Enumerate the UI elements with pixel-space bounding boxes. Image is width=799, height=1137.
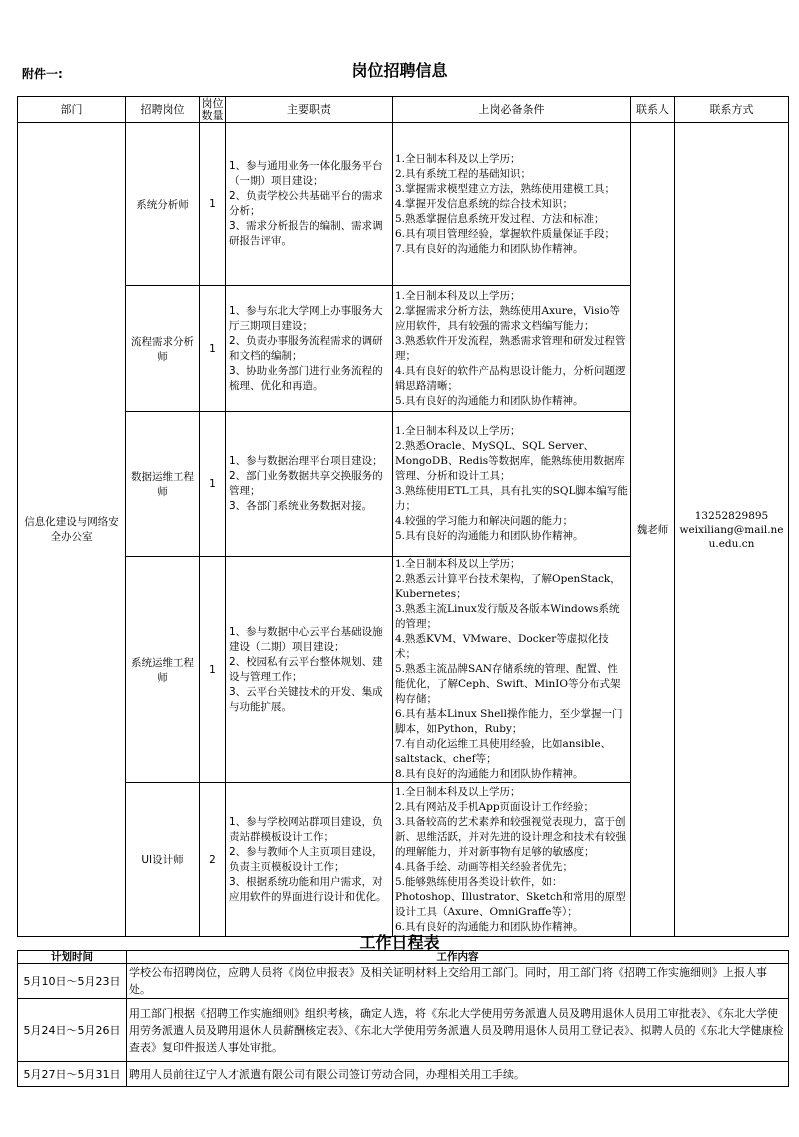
schedule-table [17,950,789,1087]
duty-item: 2、部门业务数据共享交换服务的管理； [229,470,383,497]
requirement-item: 1.全日制本科及以上学历； [395,289,521,302]
requirement-item: 1.全日制本科及以上学历； [395,152,521,165]
schedule-content-cell: 聘用人员前往辽宁人才派遣有限公司有限公司签订劳动合同，办理相关用工手续。 [127,1062,789,1087]
header-position: 招聘岗位 [126,97,200,123]
requirement-item: 4.熟悉KVM、VMware、Docker等虚拟化技术； [395,633,609,660]
duty-item: 2、负责学校公共基础平台的需求分析； [229,190,383,217]
schedule-content-cell: 学校公布招聘岗位，应聘人员将《岗位申报表》及相关证明材料上交给用工部门。同时，用工部门将《招聘工作实施细则》上报人事处。 [127,964,789,999]
duty-item: 3、协助业务部门进行业务流程的梳理、优化和再造。 [229,364,383,392]
requirement-item: 7.有自动化运维工具使用经验，比如ansible、saltstack、chef等； [395,738,612,765]
duty-item: 1、参与学校网站群项目建设，负责站群模板设计工作； [229,815,383,843]
requirement-item: 5.能够熟练使用各类设计软件，如：Photoshop、Illustrator、Sketch和常用的原型设计工具（Axure、OmniGraffe等）； [395,875,626,918]
requirement-item: 1.全日制本科及以上学历； [395,785,521,798]
requirements-cell [393,557,631,783]
requirement-item: 5.熟悉掌握信息系统开发过程、方法和标准； [395,212,605,225]
count-cell: 2 [200,783,226,937]
schedule-content-cell: 用工部门根据《招聘工作实施细则》组织考核，确定人选，将《东北大学使用劳务派遣人员及聘用退休人员用工审批表》、《东北大学使用劳务派遣人员及聘用退休人员薪酬核定表》、《东北大学使用劳务派遣人员及聘用退休人员用工登记表》、拟聘人员的《东北大学健康检查表》复印件报送人事处审批。 [127,999,789,1062]
schedule-title: 工作日程表 [359,933,440,952]
count-cell: 1 [200,557,226,783]
position-cell: UI设计师 [126,783,200,937]
schedule-row [18,999,789,1062]
requirements-cell [393,783,631,937]
requirement-item: 2.熟悉云计算平台技术架构，了解OpenStack，Kubernetes； [395,573,621,600]
contact-person-cell: 魏老师 [631,123,675,937]
requirement-item: 2.具有系统工程的基础知识； [395,167,532,180]
requirement-item: 3.熟练使用ETL工具，具有扎实的SQL脚本编写能力； [395,485,628,512]
requirement-item: 5.具有良好的沟通能力和团队协作精神。 [395,530,584,542]
duty-item: 1、参与数据中心云平台基础设施建设（二期）项目建设； [229,625,383,653]
requirements-cell [393,286,631,412]
requirements-cell [393,123,631,286]
count-cell: 1 [200,286,226,412]
requirement-item: 3.掌握需求模型建立方法，熟练使用建模工具； [395,182,616,195]
attachment-label: 附件一: [22,67,63,81]
jobs-table [17,96,789,937]
schedule-row [18,1062,789,1087]
schedule-time-cell: 5月24日～5月26日 [18,999,127,1062]
duty-item: 3、根据系统功能和用户需求，对应用软件的界面进行设计和优化。 [229,875,387,903]
duty-item: 1、参与东北大学网上办事服务大厅三期项目建设； [229,304,383,332]
duty-item: 2、参与教师个人主页项目建设，负责主页模板设计工作； [229,845,383,873]
header-dept: 部门 [18,97,126,123]
requirement-item: 6.具有项目管理经验，掌握软件质量保证手段； [395,227,616,240]
schedule-row [18,964,789,999]
requirement-item: 7.具有良好的沟通能力和团队协作精神。 [395,242,584,255]
header-contact-person: 联系人 [631,97,675,123]
requirement-item: 4.掌握开发信息系统的综合技术知识； [395,197,574,210]
requirement-item: 4.具备手绘、动画等相关经验者优先； [395,860,574,873]
requirement-item: 2.熟悉Oracle、MySQL、SQL Server、MongoDB、Redis等数据库，能熟练使用数据库管理、分析和设计工具； [395,440,625,482]
schedule-time-cell: 5月27日～5月31日 [18,1062,127,1087]
duty-item: 2、校园私有云平台整体规划、建设与管理工作； [229,655,383,683]
page-title: 岗位招聘信息 [351,61,448,80]
duties-cell [226,557,393,783]
position-cell: 系统运维工程师 [126,557,200,783]
job-row [18,123,789,286]
duty-item: 3、各部门系统业务数据对接。 [229,500,373,512]
requirement-item: 6.具有良好的沟通能力和团队协作精神。 [395,920,584,933]
requirement-item: 5.具有良好的沟通能力和团队协作精神。 [395,394,584,407]
position-cell: 流程需求分析师 [126,286,200,412]
duties-cell [226,286,393,412]
contact-method-cell [675,123,789,937]
header-contact-method: 联系方式 [675,97,789,123]
duty-item: 1、参与数据治理平台项目建设； [229,455,383,467]
duties-cell [226,412,393,557]
requirement-item: 6.具有基本Linux Shell操作能力，至少掌握一门脚本，如Python，Ruby； [395,708,623,735]
schedule-header-time: 计划时间 [18,951,127,964]
requirement-item: 1.全日制本科及以上学历； [395,425,521,437]
requirement-item: 3.熟悉主流Linux发行版及各版本Windows系统的管理； [395,603,620,630]
schedule-time-cell: 5月10日～5月23日 [18,964,127,999]
schedule-header-content: 工作内容 [127,951,789,964]
duty-item: 3、云平台关键技术的开发、集成与功能扩展。 [229,685,383,713]
requirement-item: 2.掌握需求分析方法，熟练使用Axure，Visio等应用软件，具有较强的需求文档编写能力； [395,304,620,332]
schedule-header-row [18,951,789,964]
position-cell: 系统分析师 [126,123,200,286]
header-duties: 主要职责 [226,97,393,123]
position-cell: 数据运维工程师 [126,412,200,557]
count-cell: 1 [200,412,226,557]
requirement-item: 4.较强的学习能力和解决问题的能力； [395,515,574,527]
requirement-item: 2.具有网站及手机App页面设计工作经验； [395,800,595,813]
contact-phone: 13252829895 [694,509,769,522]
department-cell: 信息化建设与网络安全办公室 [18,123,126,937]
header-count: 岗位 数量 [201,96,224,122]
requirement-item: 1.全日制本科及以上学历； [395,558,521,570]
requirement-item: 3.具备较高的艺术素养和较强视觉表现力，富于创新、思维活跃，并对先进的设计理念和技术有较强的理解能力，并对新事物有足够的敏感度； [395,815,626,858]
jobs-header-row [18,97,789,123]
duties-cell [226,123,393,286]
requirement-item: 5.熟悉主流品牌SAN存储系统的管理、配置、性能优化，了解Ceph、Swift、MinIO等分布式架构存储； [395,663,621,705]
requirement-item: 3.熟悉软件开发流程，熟悉需求管理和研发过程管理； [395,334,626,362]
duties-cell [226,783,393,937]
header-requirements: 上岗必备条件 [393,97,631,123]
requirement-item: 4.具有良好的软件产品构思设计能力，分析问题逻辑思路清晰； [395,364,626,392]
requirement-item: 8.具有良好的沟通能力和团队协作精神。 [395,768,584,780]
duty-item: 1、参与通用业务一体化服务平台（一期）项目建设； [229,160,383,187]
duty-item: 3、需求分析报告的编制、需求调研报告评审。 [229,220,383,247]
contact-email: weixiliang@mail.neu.edu.cn [679,523,784,550]
requirements-cell [393,412,631,557]
count-cell: 1 [200,123,226,286]
duty-item: 2、负责办事服务流程需求的调研和文档的编制； [229,334,383,362]
